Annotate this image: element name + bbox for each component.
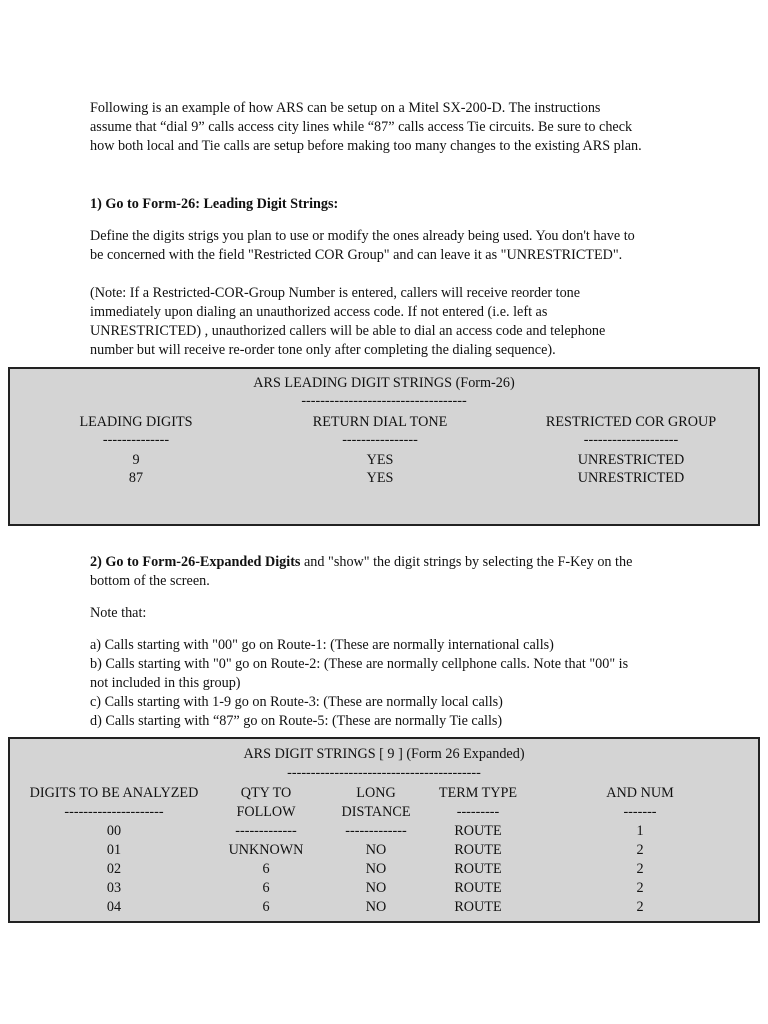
list-item: c) Calls starting with 1-9 go on Route-3: (These are normally local calls): [90, 694, 503, 710]
step1-line: be concerned with the field "Restricted COR Group" and can leave it as "UNRESTRICTED".: [90, 247, 623, 263]
form26x-cell: 6: [262, 861, 270, 877]
list-item: d) Calls starting with “87” go on Route-5: (These are normally Tie calls): [90, 713, 503, 729]
form26x-cell: UNKNOWN: [228, 842, 304, 858]
form26-cell: YES: [366, 452, 394, 468]
col-header-long-line2: DISTANCE: [341, 804, 411, 820]
col-rule: ----------------: [342, 432, 418, 448]
form26-cell: UNRESTRICTED: [577, 470, 685, 486]
col-header-qty: QTY TO: [240, 785, 292, 801]
form26x-cell: 2: [636, 861, 644, 877]
form26-cell: 9: [132, 452, 140, 468]
col-rule: ---------: [456, 804, 500, 820]
col-header-restricted-cor: RESTRICTED COR GROUP: [545, 414, 717, 430]
col-rule: ---------------------: [64, 804, 164, 820]
form26x-cell: 2: [636, 842, 644, 858]
intro-paragraph: [90, 99, 690, 156]
col-rule: --------------------: [583, 432, 679, 448]
form26x-cell: NO: [365, 880, 387, 896]
list-item: a) Calls starting with "00" go on Route-1: (These are normally international calls): [90, 637, 554, 653]
step1-paragraph: [90, 227, 690, 265]
col-header-and-num: AND NUM: [606, 785, 674, 801]
note-that-text: Note that:: [90, 605, 147, 621]
col-header-leading-digits: LEADING DIGITS: [79, 414, 193, 430]
form26x-cell: ROUTE: [454, 842, 502, 858]
col-header-return-dial-tone: RETURN DIAL TONE: [312, 414, 448, 430]
col-rule: --------------: [102, 432, 170, 448]
note-line: number but will receive re-order tone only after completing the dialing sequence).: [90, 342, 556, 358]
list-item: b) Calls starting with "0" go on Route-2: (These are normally cellphone calls. Note that "00" is: [90, 656, 629, 672]
form26x-cell: ROUTE: [454, 899, 502, 915]
form26-cell: YES: [366, 470, 394, 486]
form26x-title: ARS DIGIT STRINGS [ 9 ] (Form 26 Expanded): [243, 746, 525, 762]
form26x-cell: 02: [106, 861, 122, 877]
form26x-cell: NO: [365, 861, 387, 877]
col-rule: -------: [623, 804, 657, 820]
step2-heading: [90, 553, 690, 591]
step2-heading-line2: bottom of the screen.: [90, 573, 210, 589]
form26x-cell: 2: [636, 880, 644, 896]
step1-note: [90, 284, 690, 360]
step2-list: [90, 636, 710, 731]
step2-heading-bold: 2) Go to Form-26-Expanded Digits: [90, 554, 301, 570]
step1-heading: [90, 195, 690, 214]
col-header-long: LONG: [356, 785, 396, 801]
col-header-term-type: TERM TYPE: [438, 785, 518, 801]
form26x-cell: 03: [106, 880, 122, 896]
form26x-cell: NO: [365, 899, 387, 915]
step2-heading-rest: and "show" the digit strings by selecting the F-Key on the: [300, 554, 633, 570]
form26x-title-rule: -----------------------------------------: [287, 765, 481, 781]
form26x-cell: 2: [636, 899, 644, 915]
note-line: UNRESTRICTED) , unauthorized callers will be able to dial an access code and telephone: [90, 323, 606, 339]
intro-line: how both local and Tie calls are setup before making too many changes to the existing ARS plan.: [90, 138, 642, 154]
form26x-cell: 6: [262, 899, 270, 915]
form26x-cell: ROUTE: [454, 880, 502, 896]
form26x-cell: -------------: [345, 823, 407, 839]
intro-line: assume that “dial 9” calls access city lines while “87” calls access Tie circuits. Be sure to check: [90, 119, 633, 135]
list-item: not included in this group): [90, 675, 241, 691]
step1-heading-text: 1) Go to Form-26: Leading Digit Strings:: [90, 196, 339, 212]
step1-line: Define the digits strigs you plan to use or modify the ones already being used. You don't have to: [90, 228, 635, 244]
form26-screen: [8, 367, 760, 526]
form26x-cell: 6: [262, 880, 270, 896]
note-line: immediately upon dialing an unauthorized access code. If not entered (i.e. left as: [90, 304, 548, 320]
form26x-cell: 1: [636, 823, 644, 839]
intro-line: Following is an example of how ARS can be setup on a Mitel SX-200-D. The instructions: [90, 100, 601, 116]
form26x-cell: -------------: [235, 823, 297, 839]
form26-cell: UNRESTRICTED: [577, 452, 685, 468]
col-header-qty-line2: FOLLOW: [236, 804, 296, 820]
form26x-cell: 01: [106, 842, 122, 858]
form26x-cell: 00: [106, 823, 122, 839]
note-that: [90, 604, 690, 623]
form26-expanded-screen: [8, 737, 760, 923]
form26x-cell: ROUTE: [454, 861, 502, 877]
form26-cell: 87: [128, 470, 144, 486]
form26x-cell: 04: [106, 899, 122, 915]
form26-title: ARS LEADING DIGIT STRINGS (Form-26): [253, 375, 515, 391]
form26-title-rule: -----------------------------------: [301, 393, 467, 409]
form26x-cell: NO: [365, 842, 387, 858]
col-header-digits: DIGITS TO BE ANALYZED: [29, 785, 199, 801]
note-line: (Note: If a Restricted-COR-Group Number is entered, callers will receive reorder tone: [90, 285, 581, 301]
form26x-cell: ROUTE: [454, 823, 502, 839]
